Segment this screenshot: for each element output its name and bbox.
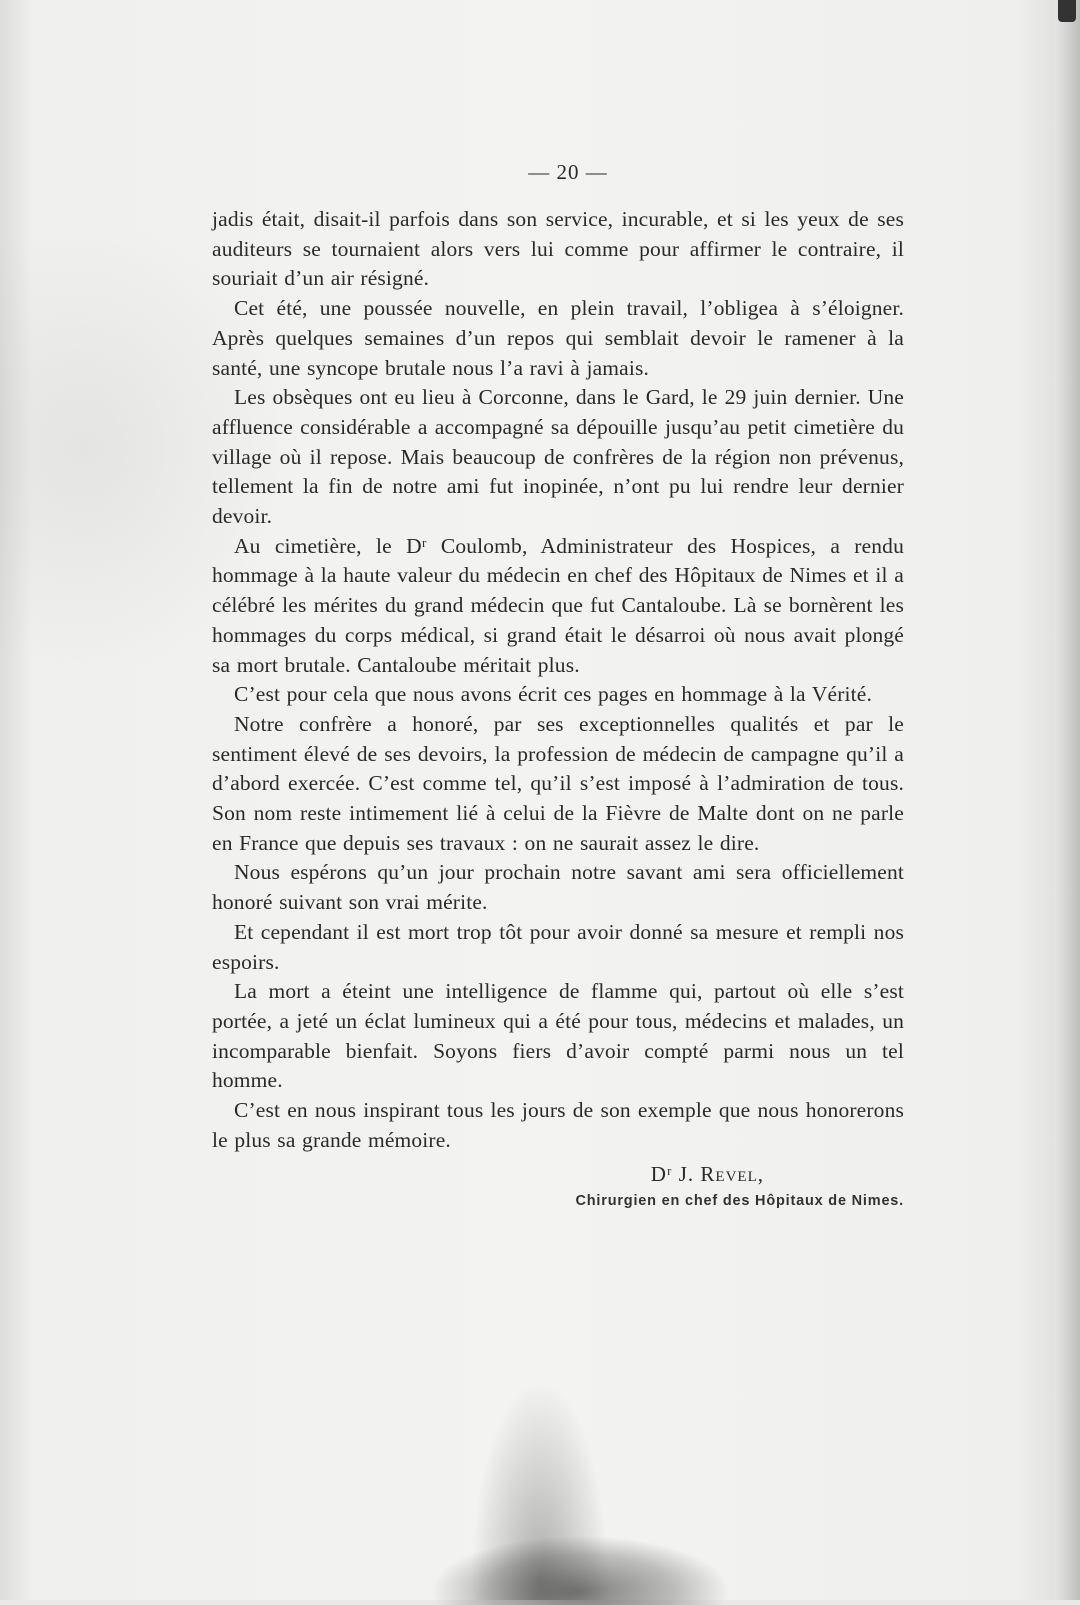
paragraph-7: Nous espérons qu’un jour prochain notre savant ami sera officiellement honoré suivant son vrai mérite.: [212, 860, 904, 915]
paragraph-10: C’est en nous inspirant tous les jours de son exemple que nous honorerons le plus sa grande mémoire.: [212, 1098, 904, 1152]
signature: [212, 1162, 904, 1187]
paragraph-8: Et cependant il est mort trop tôt pour avoir donné sa mesure et rempli nos espoirs.: [212, 919, 904, 974]
page-edge-shadow: [1054, 0, 1080, 1600]
corner-mark: [1058, 0, 1076, 22]
signature-affiliation: Chirurgien en chef des Hôpitaux de Nimes.: [575, 1192, 904, 1209]
paragraph-9: La mort a éteint une intelligence de flamme qui, partout où elle s’est portée, a jeté un éclat lumineux qui a été pour tous, médecins et malades, un incomparable bienfait. Soyons fiers d’avoir compté parmi nous un tel homme.: [212, 979, 904, 1093]
paragraph-2: Cet été, une poussée nouvelle, en plein travail, l’obligea à s’éloigner. Après quelques semaines d’un repos qui semblait devoir le ramener à la santé, une syncope brutale nous l’a ravi à jamais.: [212, 296, 904, 380]
paragraph-6: Notre confrère a honoré, par ses exceptionnelles qualités et par le sentiment élevé de ses devoirs, la profession de médecin de campagne qu’il a d’abord exercée. C’est comme tel, qu’il s’est imposé à l’admiration de tous. Son nom reste intimement lié à celui de la Fièvre de Malte dont on ne parle en France que depuis ses travaux : on ne saurait assez le dire.: [212, 711, 904, 855]
paragraph-3: Les obsèques ont eu lieu à Corconne, dans le Gard, le 29 juin dernier. Une affluence considérable a accompagné sa dépouille jusqu’au petit cimetière du village où il repose. Mais beaucoup de confrères de la région non prévenus, tellement la fin de notre ami fut inopinée, n’ont pu lui rendre leur dernier devoir.: [212, 385, 904, 529]
signature-name: Revel,: [700, 1161, 764, 1186]
paragraph-5: C’est pour cela que nous avons écrit ces pages en hommage à la Vérité.: [234, 682, 873, 707]
signature-prefix: Dʳ J.: [650, 1161, 695, 1186]
paragraph-1: jadis était, disait-il parfois dans son service, incurable, et si les yeux de ses auditeurs se tournaient alors vers lui comme pour affirmer le contraire, il souriait d’un air résigné.: [212, 207, 904, 291]
ink-stain: [430, 1535, 730, 1605]
page-number: — 20 —: [528, 160, 608, 184]
paragraph-4: Au cimetière, le Dʳ Coulomb, Administrateur des Hospices, a rendu hommage à la haute valeur du médecin en chef des Hôpitaux de Nimes et il a célébré les mérites du grand médecin que fut Cantaloube. Là se bornèrent les hommages du corps médical, si grand était le désarroi où nous avait plongé sa mort brutale. Cantaloube méritait plus.: [212, 533, 904, 677]
page-content: [212, 160, 904, 1209]
